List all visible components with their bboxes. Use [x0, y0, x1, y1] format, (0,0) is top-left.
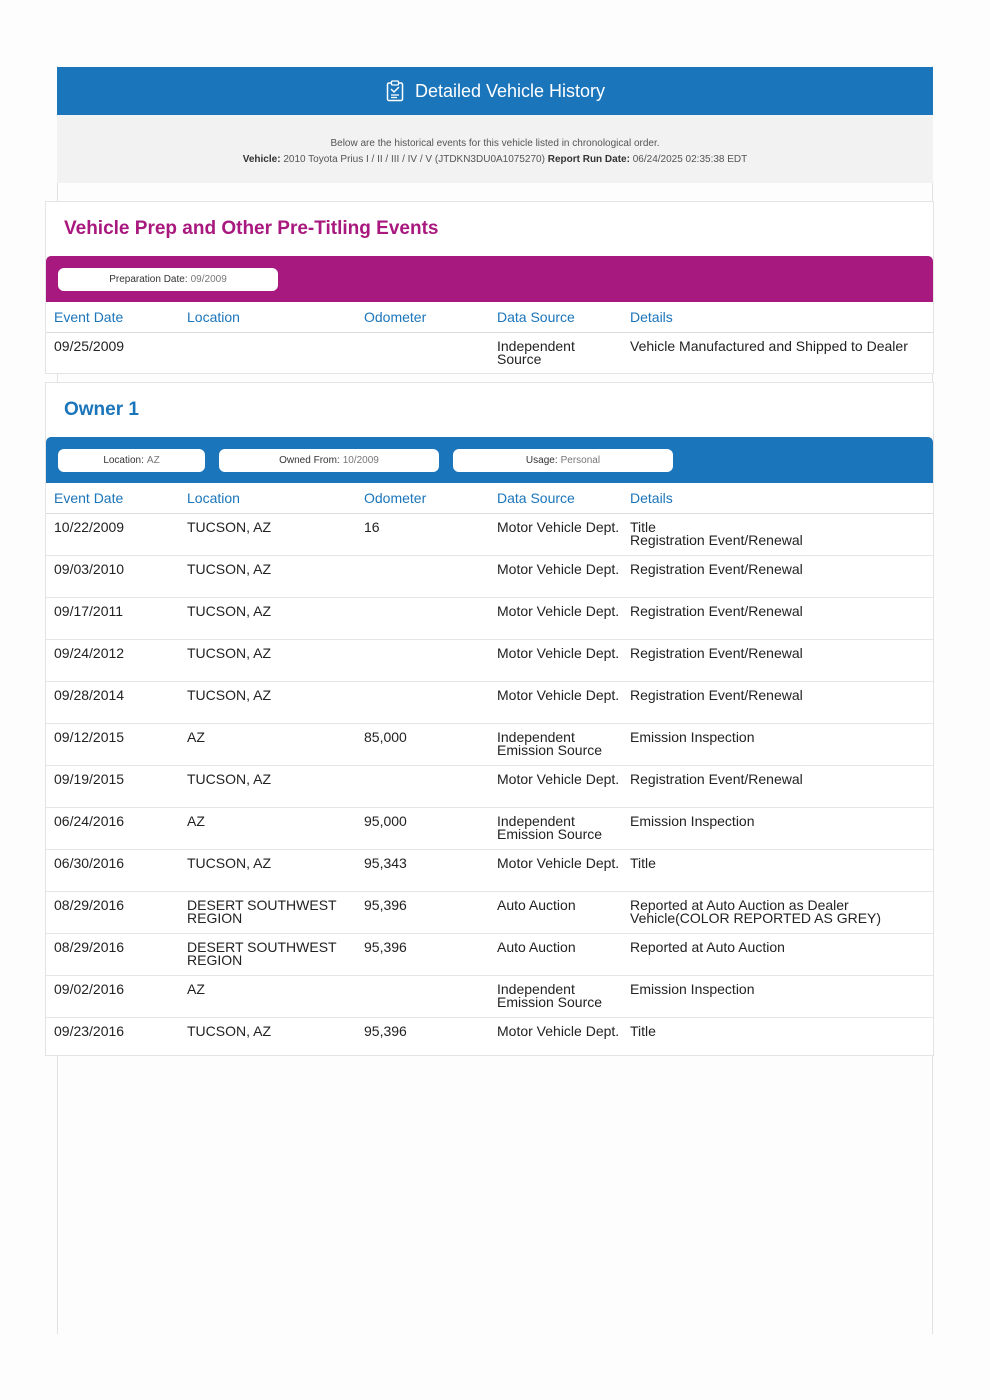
prep-section: [45, 201, 934, 374]
location-cell: AZ: [179, 723, 356, 765]
column-header-odometer: Odometer: [356, 302, 489, 332]
odometer-cell: 95,396: [364, 1022, 407, 1039]
data-source-cell: Motor Vehicle Dept.: [497, 1022, 620, 1039]
table-row: [46, 597, 933, 639]
location-pill: [58, 449, 205, 472]
event-date-cell: 08/29/2016: [46, 933, 179, 975]
location-cell: TUCSON, AZ: [179, 849, 356, 891]
column-header-location: Location: [179, 483, 356, 513]
event-date-cell: 09/03/2010: [46, 555, 179, 597]
prep-section-title: Vehicle Prep and Other Pre-Titling Events: [64, 218, 439, 239]
owned-from-pill: [219, 449, 439, 472]
column-header-details: Details: [622, 302, 933, 332]
event-date-cell: 09/23/2016: [54, 1022, 125, 1039]
event-date-cell: 06/24/2016: [46, 807, 179, 849]
odometer-cell: 95,000: [356, 807, 489, 849]
table-row: [46, 723, 933, 765]
pill-label: Location:: [103, 454, 144, 466]
prep-events-table: [46, 302, 933, 375]
intro-text: Below are the historical events for this vehicle listed in chronological order.: [330, 138, 660, 149]
odometer-cell: [356, 597, 489, 639]
event-date-cell: 09/25/2009: [54, 337, 125, 354]
location-cell: TUCSON, AZ: [179, 555, 356, 597]
column-header-location: Location: [179, 302, 356, 332]
details-cell: Title Registration Event/Renewal: [622, 513, 933, 555]
column-header-event-date: Event Date: [46, 483, 179, 513]
event-date-cell: 08/29/2016: [46, 891, 179, 933]
report-title: Detailed Vehicle History: [414, 80, 606, 101]
pill-value: 10/2009: [342, 454, 379, 466]
location-cell: TUCSON, AZ: [179, 765, 356, 807]
location-cell: DESERT SOUTHWEST REGION: [179, 891, 356, 933]
column-header-data-source: Data Source: [489, 483, 622, 513]
event-date-cell: 10/22/2009: [46, 513, 179, 555]
pill-label: Usage:: [525, 454, 558, 466]
odometer-cell: 95,396: [356, 891, 489, 933]
table-row: [46, 765, 933, 807]
column-header-details: Details: [622, 483, 933, 513]
usage-pill: [453, 449, 673, 472]
odometer-cell: [356, 765, 489, 807]
data-source-cell: Independent Emission Source: [489, 807, 622, 849]
details-cell: Registration Event/Renewal: [622, 639, 933, 681]
data-source-cell: Independent Emission Source: [489, 975, 622, 1017]
owner-section-title: Owner 1: [64, 399, 139, 420]
details-cell: Registration Event/Renewal: [622, 555, 933, 597]
odometer-cell: [356, 975, 489, 1017]
details-cell: Registration Event/Renewal: [622, 597, 933, 639]
event-date-cell: 09/24/2012: [46, 639, 179, 681]
odometer-cell: 85,000: [356, 723, 489, 765]
odometer-cell: 95,343: [356, 849, 489, 891]
table-row: [46, 681, 933, 723]
pill-value: Personal: [560, 454, 601, 466]
details-cell: Reported at Auto Auction as Dealer Vehicle(COLOR REPORTED AS GREY): [622, 891, 933, 933]
pill-label: Preparation Date:: [109, 273, 188, 285]
column-header-data-source: Data Source: [489, 302, 622, 332]
column-header-odometer: Odometer: [356, 483, 489, 513]
odometer-cell: [356, 639, 489, 681]
details-cell: Emission Inspection: [622, 807, 933, 849]
location-cell: TUCSON, AZ: [179, 513, 356, 555]
pill-value: 09/2009: [190, 273, 227, 285]
vehicle-info-line: [57, 152, 933, 168]
data-source-cell: Motor Vehicle Dept.: [489, 681, 622, 723]
location-cell: TUCSON, AZ: [179, 639, 356, 681]
details-cell: Reported at Auto Auction: [622, 933, 933, 975]
event-date-cell: 09/12/2015: [46, 723, 179, 765]
details-cell: Registration Event/Renewal: [622, 681, 933, 723]
table-row: [46, 807, 933, 849]
column-header-event-date: Event Date: [46, 302, 179, 332]
location-cell: TUCSON, AZ: [179, 597, 356, 639]
run-date-value: 06/24/2025 02:35:38 EDT: [632, 154, 748, 165]
location-cell: [179, 332, 356, 375]
owner-events-table: [46, 483, 933, 1059]
details-cell: Emission Inspection: [622, 975, 933, 1017]
table-row: [46, 849, 933, 891]
location-cell: DESERT SOUTHWEST REGION: [179, 933, 356, 975]
event-date-cell: 09/02/2016: [46, 975, 179, 1017]
report-header: [57, 67, 933, 115]
table-row: [46, 933, 933, 975]
data-source-cell: Motor Vehicle Dept.: [489, 513, 622, 555]
pill-value: AZ: [146, 454, 160, 466]
table-row: [46, 975, 933, 1017]
report-intro: [57, 115, 933, 183]
data-source-cell: Motor Vehicle Dept.: [489, 597, 622, 639]
table-row: [46, 555, 933, 597]
odometer-cell: [356, 681, 489, 723]
vehicle-label: Vehicle:: [242, 154, 281, 165]
preparation-date-pill: [58, 268, 278, 291]
event-date-cell: 09/19/2015: [46, 765, 179, 807]
location-cell: TUCSON, AZ: [187, 1022, 272, 1039]
data-source-cell: Auto Auction: [489, 933, 622, 975]
odometer-cell: [356, 332, 489, 375]
table-row: [46, 639, 933, 681]
location-cell: TUCSON, AZ: [179, 681, 356, 723]
run-date-label: Report Run Date:: [547, 154, 630, 165]
details-cell: Vehicle Manufactured and Shipped to Dealer: [630, 337, 908, 354]
data-source-cell: Auto Auction: [489, 891, 622, 933]
table-row: [46, 891, 933, 933]
data-source-cell: Motor Vehicle Dept.: [489, 849, 622, 891]
prep-info-band: [46, 256, 933, 302]
details-cell: Title: [622, 849, 933, 891]
table-header-row: [46, 302, 933, 332]
odometer-cell: 16: [356, 513, 489, 555]
owner-section: [45, 382, 934, 1056]
details-cell: Registration Event/Renewal: [622, 765, 933, 807]
event-date-cell: 06/30/2016: [46, 849, 179, 891]
table-row: [46, 513, 933, 555]
owner-info-band: [46, 437, 933, 483]
table-row: [46, 332, 933, 375]
table-row: [46, 1017, 933, 1059]
vehicle-value: 2010 Toyota Prius I / II / III / IV / V (JTDKN3DU0A1075270): [283, 154, 545, 165]
data-source-cell: Independent Source: [497, 337, 575, 367]
details-cell: Emission Inspection: [622, 723, 933, 765]
data-source-cell: Motor Vehicle Dept.: [489, 555, 622, 597]
location-cell: AZ: [179, 975, 356, 1017]
event-date-cell: 09/17/2011: [46, 597, 179, 639]
details-cell: Title: [630, 1022, 656, 1039]
event-date-cell: 09/28/2014: [46, 681, 179, 723]
table-header-row: [46, 483, 933, 513]
location-cell: AZ: [179, 807, 356, 849]
clipboard-check-icon: [385, 80, 405, 102]
odometer-cell: [356, 555, 489, 597]
pill-label: Owned From:: [279, 454, 340, 466]
data-source-cell: Independent Emission Source: [489, 723, 622, 765]
data-source-cell: Motor Vehicle Dept.: [489, 639, 622, 681]
data-source-cell: Motor Vehicle Dept.: [489, 765, 622, 807]
odometer-cell: 95,396: [356, 933, 489, 975]
